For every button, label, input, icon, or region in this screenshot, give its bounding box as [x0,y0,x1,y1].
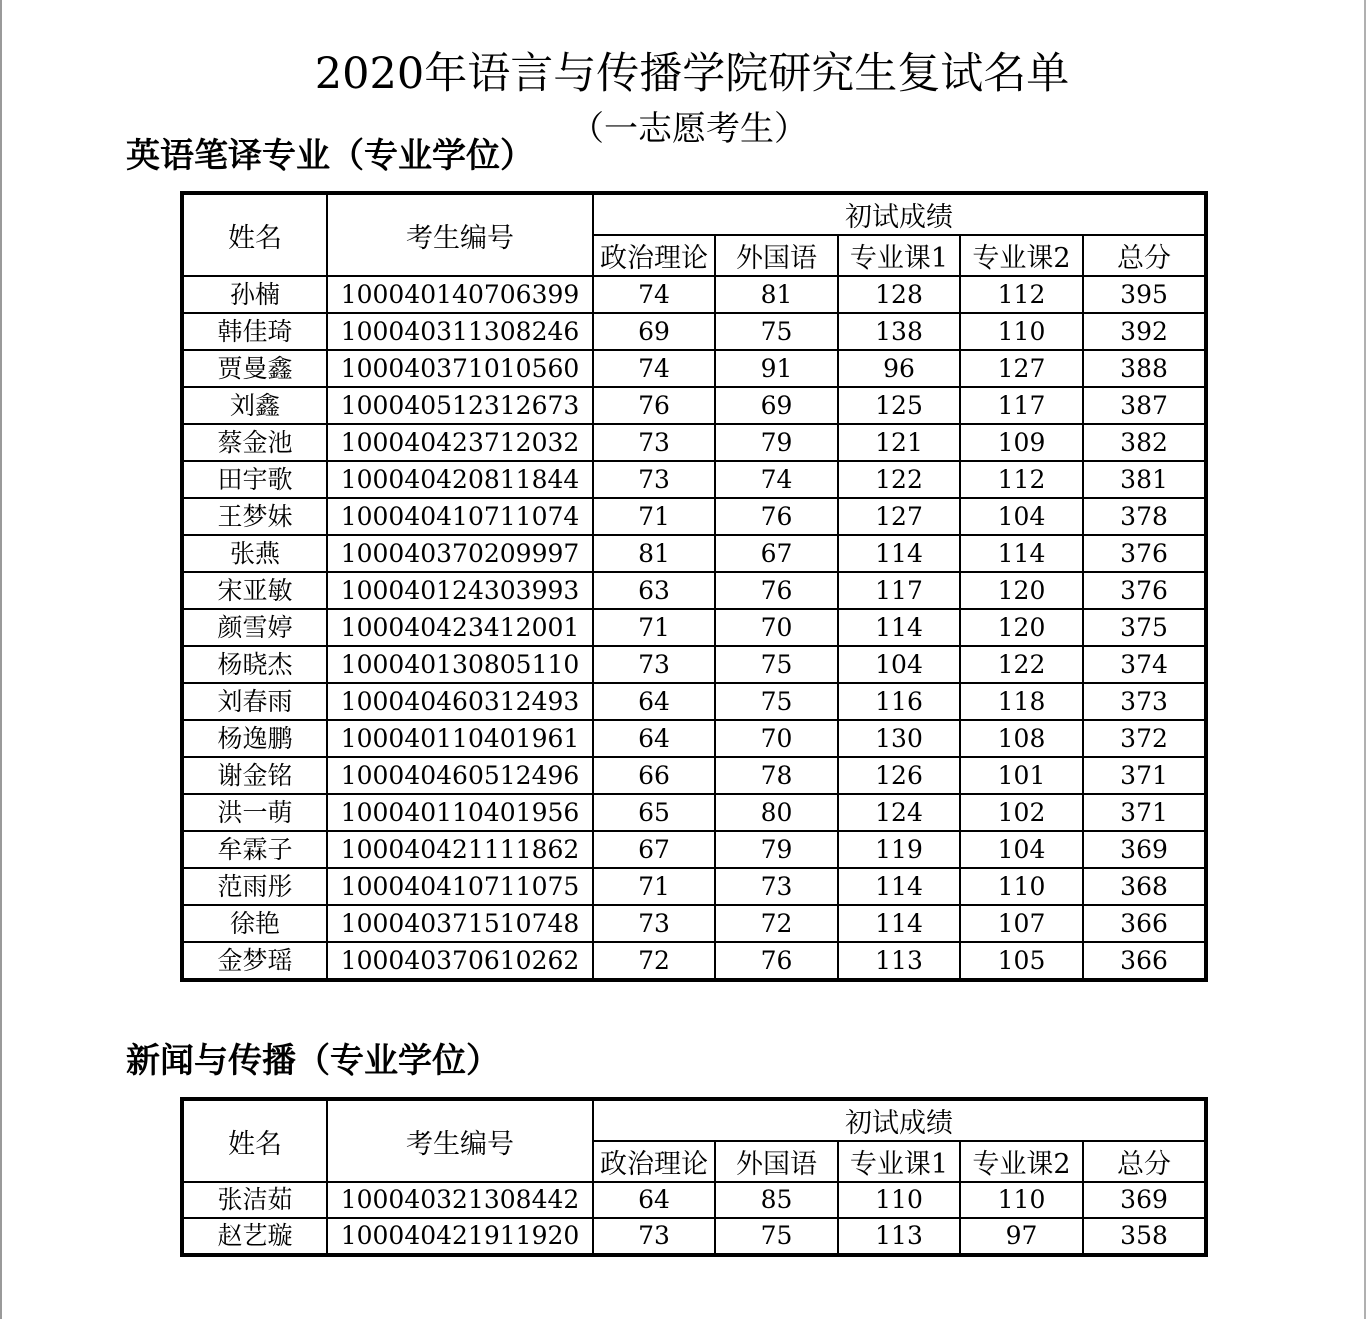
score-table-translation [180,191,1208,982]
cell-politics: 67 [593,831,715,868]
cell-id: 100040370610262 [327,942,593,980]
header-foreign: 外国语 [715,1141,838,1182]
table-body-journalism [182,1182,1206,1255]
cell-total: 375 [1083,609,1206,646]
table-row [182,1182,1206,1218]
cell-politics: 73 [593,1218,715,1255]
cell-total: 378 [1083,498,1206,535]
cell-major2: 110 [960,313,1083,350]
cell-name: 韩佳琦 [182,313,327,350]
cell-foreign: 70 [715,720,838,757]
cell-name: 孙楠 [182,276,327,313]
cell-id: 100040371010560 [327,350,593,387]
table-row [182,387,1206,424]
cell-foreign: 67 [715,535,838,572]
cell-id: 100040423412001 [327,609,593,646]
cell-total: 369 [1083,1182,1206,1218]
table-row [182,831,1206,868]
cell-foreign: 75 [715,313,838,350]
cell-foreign: 91 [715,350,838,387]
cell-id: 100040460512496 [327,757,593,794]
cell-id: 100040423712032 [327,424,593,461]
cell-id: 100040311308246 [327,313,593,350]
cell-foreign: 75 [715,1218,838,1255]
cell-foreign: 79 [715,831,838,868]
cell-total: 392 [1083,313,1206,350]
cell-major1: 114 [838,535,960,572]
cell-id: 100040460312493 [327,683,593,720]
cell-total: 366 [1083,942,1206,980]
cell-name: 徐艳 [182,905,327,942]
cell-name: 张燕 [182,535,327,572]
cell-id: 100040421111862 [327,831,593,868]
cell-major2: 114 [960,535,1083,572]
cell-name: 贾曼鑫 [182,350,327,387]
cell-id: 100040512312673 [327,387,593,424]
cell-politics: 64 [593,683,715,720]
cell-total: 374 [1083,646,1206,683]
table-row [182,535,1206,572]
table-row [182,498,1206,535]
cell-total: 381 [1083,461,1206,498]
table-row [182,720,1206,757]
cell-id: 100040110401956 [327,794,593,831]
cell-major2: 120 [960,609,1083,646]
cell-total: 368 [1083,868,1206,905]
header-total: 总分 [1083,1141,1206,1182]
cell-politics: 73 [593,424,715,461]
cell-politics: 73 [593,461,715,498]
cell-foreign: 76 [715,498,838,535]
cell-foreign: 69 [715,387,838,424]
cell-politics: 73 [593,646,715,683]
cell-politics: 74 [593,276,715,313]
cell-total: 382 [1083,424,1206,461]
cell-politics: 69 [593,313,715,350]
cell-id: 100040130805110 [327,646,593,683]
header-total: 总分 [1083,235,1206,276]
cell-politics: 66 [593,757,715,794]
cell-major1: 104 [838,646,960,683]
cell-name: 蔡金池 [182,424,327,461]
header-major1: 专业课1 [838,1141,960,1182]
cell-major1: 116 [838,683,960,720]
cell-name: 洪一萌 [182,794,327,831]
cell-id: 100040370209997 [327,535,593,572]
cell-major1: 125 [838,387,960,424]
cell-politics: 72 [593,942,715,980]
cell-major2: 102 [960,794,1083,831]
cell-name: 刘鑫 [182,387,327,424]
cell-major2: 97 [960,1218,1083,1255]
table-row [182,868,1206,905]
cell-major1: 127 [838,498,960,535]
cell-politics: 74 [593,350,715,387]
table-row [182,461,1206,498]
table-row [182,757,1206,794]
header-foreign: 外国语 [715,235,838,276]
cell-major1: 124 [838,794,960,831]
table-body-translation [182,276,1206,980]
cell-major1: 114 [838,905,960,942]
cell-total: 387 [1083,387,1206,424]
table-row [182,313,1206,350]
cell-major1: 121 [838,424,960,461]
cell-major2: 122 [960,646,1083,683]
cell-major1: 113 [838,942,960,980]
cell-total: 373 [1083,683,1206,720]
cell-major2: 107 [960,905,1083,942]
cell-total: 395 [1083,276,1206,313]
header-major2: 专业课2 [960,235,1083,276]
cell-major1: 117 [838,572,960,609]
cell-id: 100040421911920 [327,1218,593,1255]
cell-total: 372 [1083,720,1206,757]
cell-foreign: 70 [715,609,838,646]
cell-name: 金梦瑶 [182,942,327,980]
page-edge-right [1364,0,1366,1319]
cell-foreign: 74 [715,461,838,498]
table-row [182,609,1206,646]
table-row [182,350,1206,387]
table-row [182,794,1206,831]
cell-politics: 64 [593,720,715,757]
cell-major2: 105 [960,942,1083,980]
table-row [182,942,1206,980]
cell-name: 牟霖子 [182,831,327,868]
cell-foreign: 75 [715,646,838,683]
cell-politics: 64 [593,1182,715,1218]
cell-id: 100040371510748 [327,905,593,942]
cell-total: 376 [1083,535,1206,572]
cell-name: 王梦妹 [182,498,327,535]
header-name: 姓名 [182,1099,327,1182]
table-row [182,276,1206,313]
cell-politics: 65 [593,794,715,831]
cell-major1: 114 [838,868,960,905]
cell-major1: 110 [838,1182,960,1218]
header-name: 姓名 [182,193,327,276]
table-row [182,1218,1206,1255]
cell-major1: 126 [838,757,960,794]
cell-major1: 138 [838,313,960,350]
cell-total: 371 [1083,794,1206,831]
header-major1: 专业课1 [838,235,960,276]
cell-foreign: 76 [715,942,838,980]
cell-politics: 71 [593,609,715,646]
cell-politics: 81 [593,535,715,572]
cell-total: 358 [1083,1218,1206,1255]
page-edge-left [0,0,2,1319]
header-politics: 政治理论 [593,235,715,276]
cell-major1: 114 [838,609,960,646]
header-id: 考生编号 [327,193,593,276]
cell-major2: 108 [960,720,1083,757]
cell-name: 杨晓杰 [182,646,327,683]
cell-name: 张洁茹 [182,1182,327,1218]
cell-id: 100040420811844 [327,461,593,498]
cell-foreign: 79 [715,424,838,461]
cell-major2: 117 [960,387,1083,424]
header-major2: 专业课2 [960,1141,1083,1182]
cell-major1: 130 [838,720,960,757]
table-row [182,646,1206,683]
cell-foreign: 72 [715,905,838,942]
table-row [182,424,1206,461]
cell-foreign: 80 [715,794,838,831]
cell-major2: 118 [960,683,1083,720]
header-prelim: 初试成绩 [593,193,1206,235]
cell-foreign: 76 [715,572,838,609]
cell-major2: 110 [960,1182,1083,1218]
cell-name: 宋亚敏 [182,572,327,609]
cell-id: 100040321308442 [327,1182,593,1218]
cell-politics: 63 [593,572,715,609]
header-prelim: 初试成绩 [593,1099,1206,1141]
cell-major2: 104 [960,831,1083,868]
section-title-translation: 英语笔译专业（专业学位） [126,136,534,176]
document-subtitle: （一志愿考生） [570,109,808,149]
cell-id: 100040124303993 [327,572,593,609]
cell-major1: 119 [838,831,960,868]
cell-politics: 76 [593,387,715,424]
cell-major1: 113 [838,1218,960,1255]
cell-name: 颜雪婷 [182,609,327,646]
cell-politics: 71 [593,868,715,905]
cell-major2: 101 [960,757,1083,794]
cell-foreign: 78 [715,757,838,794]
cell-id: 100040410711075 [327,868,593,905]
cell-id: 100040110401961 [327,720,593,757]
cell-total: 388 [1083,350,1206,387]
cell-name: 谢金铭 [182,757,327,794]
cell-total: 376 [1083,572,1206,609]
score-table-journalism [180,1097,1208,1257]
cell-major2: 112 [960,461,1083,498]
cell-name: 范雨彤 [182,868,327,905]
cell-name: 刘春雨 [182,683,327,720]
header-id: 考生编号 [327,1099,593,1182]
cell-total: 369 [1083,831,1206,868]
cell-major1: 128 [838,276,960,313]
cell-politics: 73 [593,905,715,942]
cell-id: 100040140706399 [327,276,593,313]
cell-total: 371 [1083,757,1206,794]
cell-major2: 112 [960,276,1083,313]
section-title-journalism: 新闻与传播（专业学位） [126,1041,500,1081]
cell-name: 田宇歌 [182,461,327,498]
cell-foreign: 85 [715,1182,838,1218]
cell-major2: 104 [960,498,1083,535]
cell-total: 366 [1083,905,1206,942]
cell-foreign: 73 [715,868,838,905]
cell-major2: 120 [960,572,1083,609]
cell-foreign: 75 [715,683,838,720]
cell-politics: 71 [593,498,715,535]
cell-name: 杨逸鹏 [182,720,327,757]
cell-major2: 127 [960,350,1083,387]
document-title: 2020年语言与传播学院研究生复试名单 [314,49,1070,99]
table-row [182,683,1206,720]
cell-id: 100040410711074 [327,498,593,535]
cell-foreign: 81 [715,276,838,313]
cell-name: 赵艺璇 [182,1218,327,1255]
table-row [182,905,1206,942]
cell-major2: 109 [960,424,1083,461]
cell-major1: 96 [838,350,960,387]
header-politics: 政治理论 [593,1141,715,1182]
table-row [182,572,1206,609]
cell-major2: 110 [960,868,1083,905]
cell-major1: 122 [838,461,960,498]
